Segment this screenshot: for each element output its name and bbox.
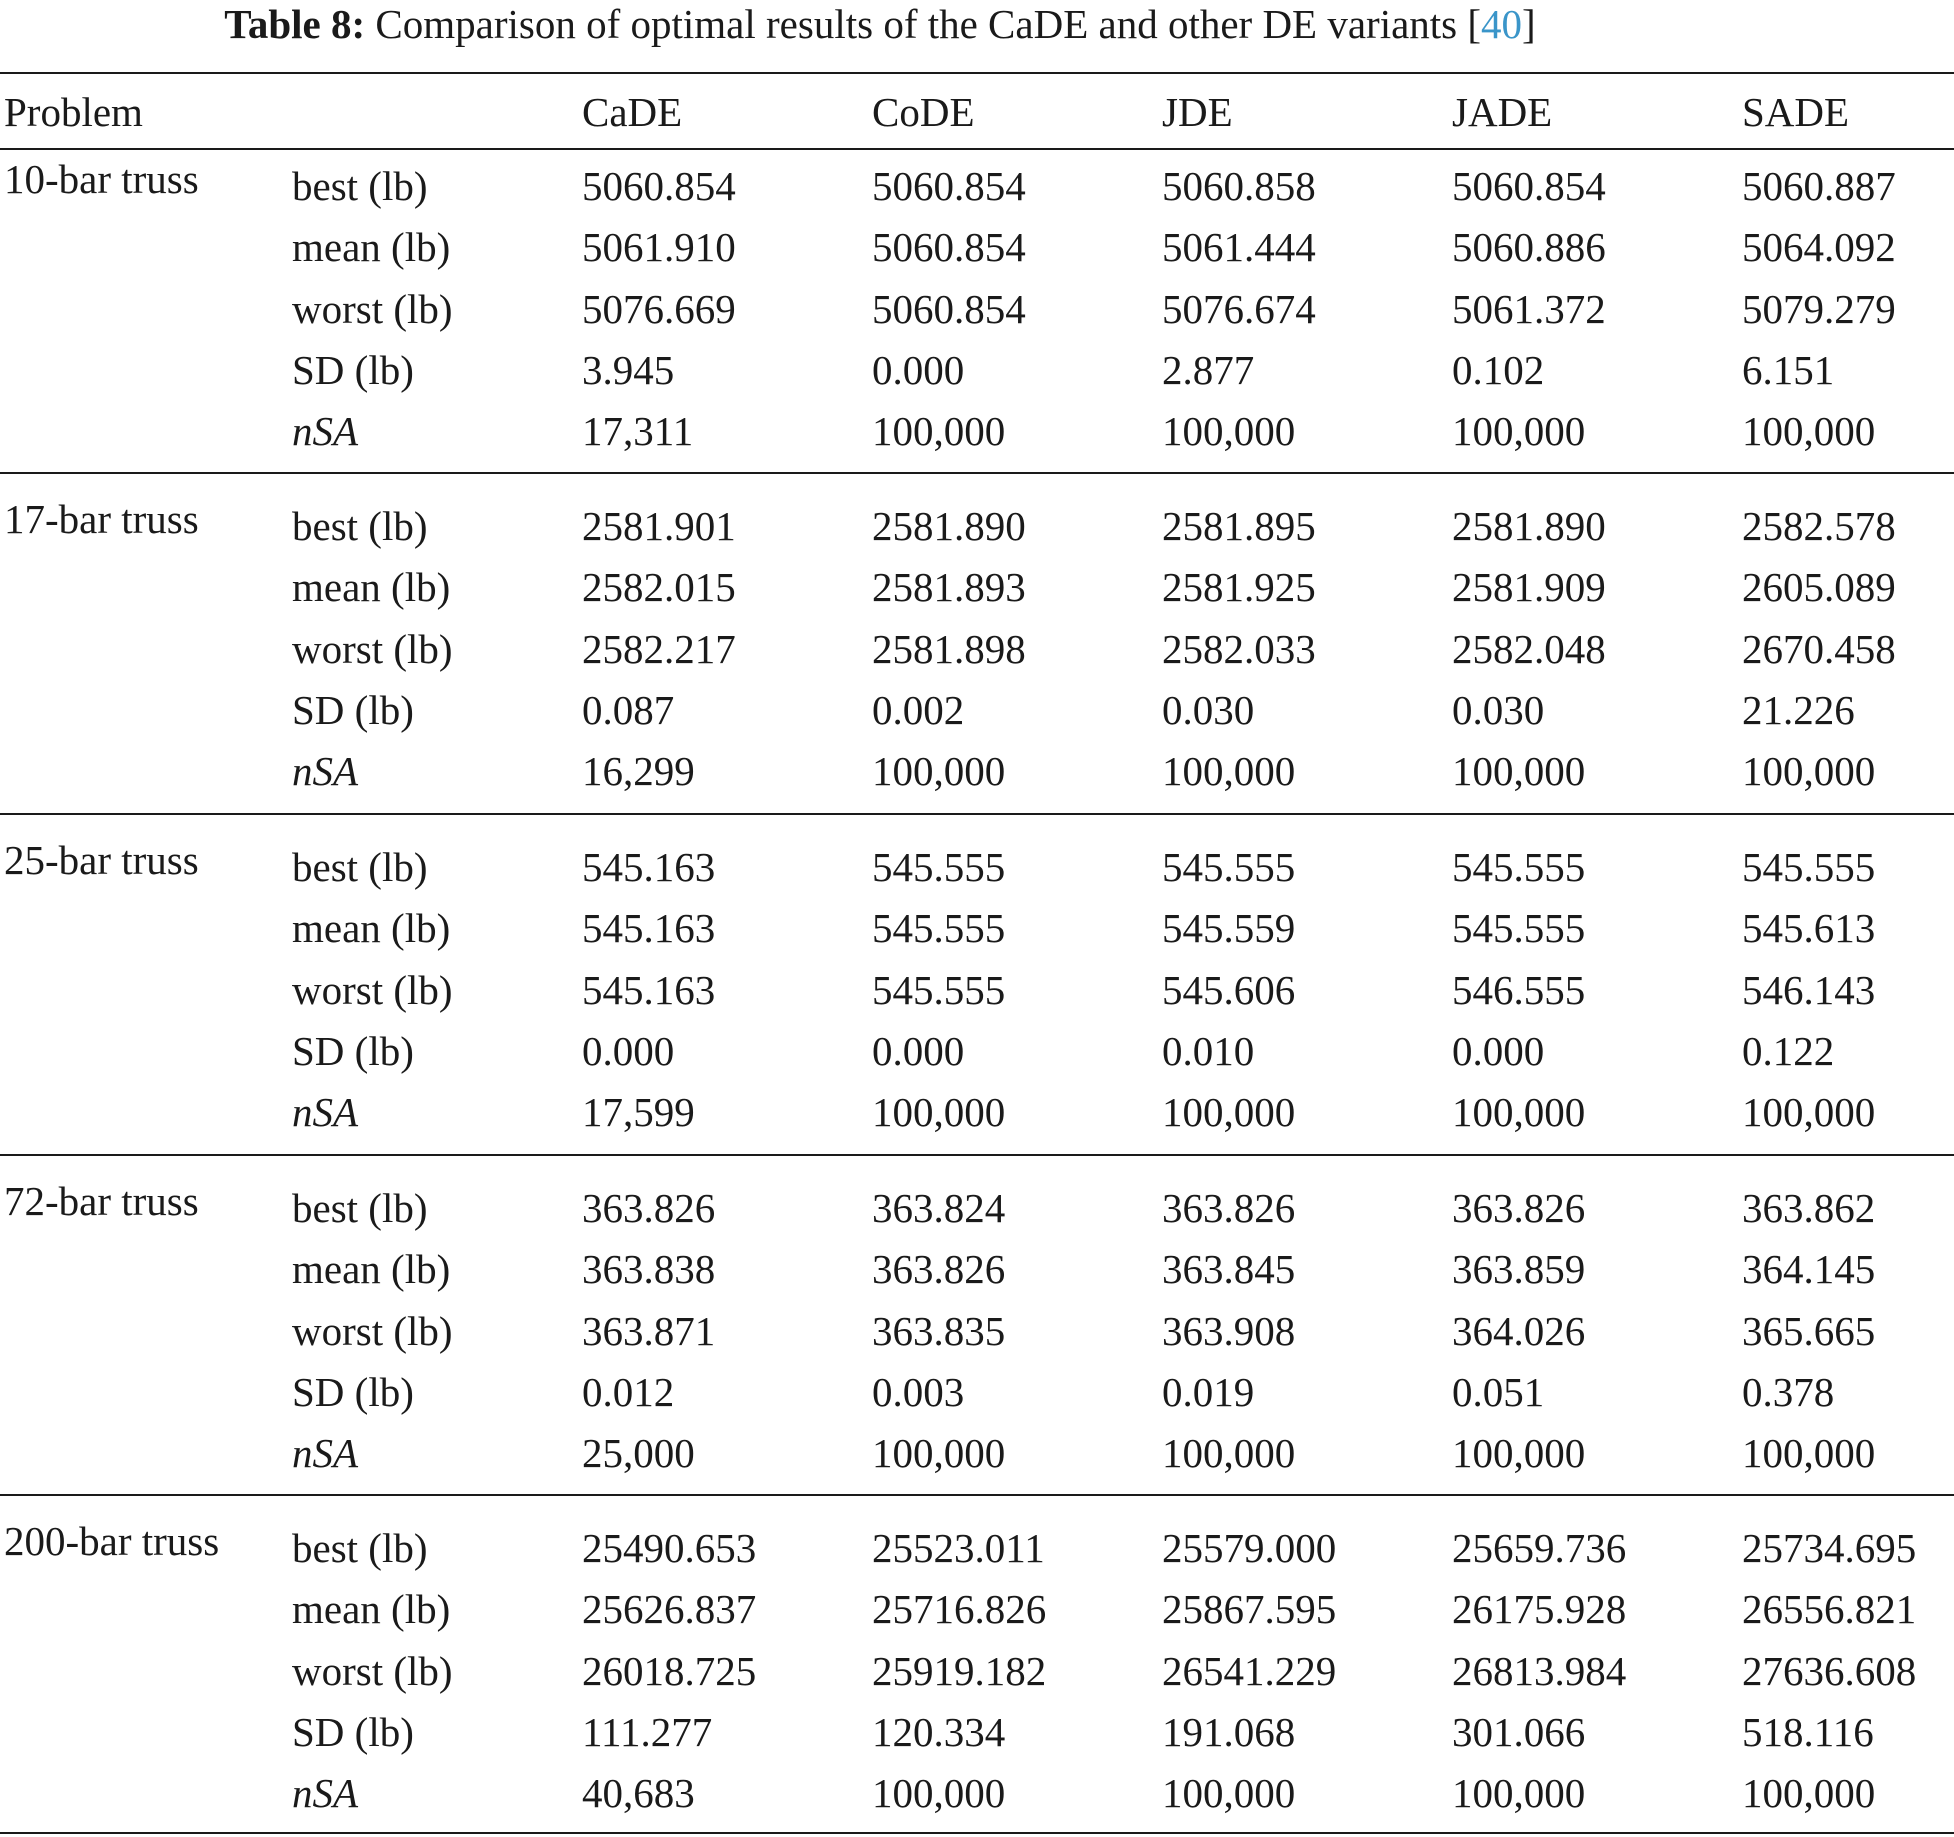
table-cell: 5060.858 bbox=[1162, 163, 1316, 209]
metric-label: worst (lb) bbox=[292, 1307, 453, 1354]
table-cell: 0.000 bbox=[582, 1027, 675, 1074]
table-cell: 0.030 bbox=[1452, 686, 1545, 733]
table-cell: 25626.837 bbox=[582, 1586, 757, 1633]
metric-label: nSA bbox=[292, 1770, 359, 1817]
bottom-rule bbox=[0, 1832, 1954, 1834]
table-cell: 5060.854 bbox=[582, 163, 736, 209]
table-cell: 25659.736 bbox=[1452, 1525, 1627, 1571]
caption-label: Table 8: bbox=[224, 1, 366, 47]
table-cell: 100,000 bbox=[872, 408, 1006, 455]
table-cell: 5064.092 bbox=[1742, 224, 1896, 271]
table-cell: 363.826 bbox=[1452, 1185, 1586, 1231]
table-cell: 2581.925 bbox=[1162, 564, 1316, 611]
table-cell: 363.826 bbox=[872, 1246, 1006, 1293]
metric-label: worst (lb) bbox=[292, 285, 453, 332]
table-cell: 2581.898 bbox=[872, 625, 1026, 672]
table-cell: 100,000 bbox=[1742, 1430, 1876, 1477]
table-cell: 5076.669 bbox=[582, 285, 736, 332]
table-cell: 2670.458 bbox=[1742, 625, 1896, 672]
table-cell: 26813.984 bbox=[1452, 1647, 1627, 1694]
table-header bbox=[0, 78, 1954, 148]
table-cell: 100,000 bbox=[1452, 408, 1586, 455]
metric-label: best (lb) bbox=[292, 1525, 428, 1571]
table-cell: 363.824 bbox=[872, 1185, 1006, 1231]
table-cell: 545.555 bbox=[872, 905, 1006, 952]
table-cell: 364.026 bbox=[1452, 1307, 1586, 1354]
table-cell: 545.555 bbox=[1162, 844, 1296, 890]
table-cell: 2582.033 bbox=[1162, 625, 1316, 672]
table-cell: 25523.011 bbox=[872, 1525, 1045, 1571]
group-separator-rule bbox=[0, 472, 1954, 474]
table-cell: 100,000 bbox=[1742, 1089, 1876, 1136]
table-cell: 518.116 bbox=[1742, 1708, 1874, 1755]
table-cell: 2605.089 bbox=[1742, 564, 1896, 611]
table-cell: 0.051 bbox=[1452, 1368, 1545, 1415]
table-cell: 100,000 bbox=[1452, 1770, 1586, 1817]
problem-label: 72-bar truss bbox=[4, 1178, 199, 1224]
header-rule bbox=[0, 148, 1954, 150]
citation-link[interactable]: 40 bbox=[1481, 1, 1523, 47]
table-cell: 25579.000 bbox=[1162, 1525, 1337, 1571]
metric-label: worst (lb) bbox=[292, 625, 453, 672]
table-cell: 5060.854 bbox=[1452, 163, 1606, 209]
table-cell: 546.555 bbox=[1452, 966, 1586, 1013]
table-cell: 0.002 bbox=[872, 686, 965, 733]
table-cell: 546.143 bbox=[1742, 966, 1876, 1013]
table-cell: 2582.217 bbox=[582, 625, 736, 672]
caption-text: Comparison of optimal results of the CaDE and other DE variants bbox=[375, 1, 1458, 47]
table-cell: 363.838 bbox=[582, 1246, 716, 1293]
table-cell: 545.606 bbox=[1162, 966, 1296, 1013]
table-cell: 364.145 bbox=[1742, 1246, 1876, 1293]
metric-label: nSA bbox=[292, 1430, 359, 1477]
table-cell: 5060.854 bbox=[872, 163, 1026, 209]
metric-label: best (lb) bbox=[292, 1185, 428, 1231]
table-cell: 2.877 bbox=[1162, 346, 1255, 393]
table-cell: 100,000 bbox=[1452, 748, 1586, 795]
table-cell: 25,000 bbox=[582, 1430, 695, 1477]
table-cell: 363.826 bbox=[1162, 1185, 1296, 1231]
table-cell: 0.122 bbox=[1742, 1027, 1835, 1074]
metric-label: worst (lb) bbox=[292, 966, 453, 1013]
group-separator-rule bbox=[0, 1494, 1954, 1496]
table-cell: 5060.854 bbox=[872, 285, 1026, 332]
top-rule bbox=[0, 72, 1954, 74]
column-header-problem: Problem bbox=[4, 89, 143, 135]
table-cell: 25867.595 bbox=[1162, 1586, 1337, 1633]
table-cell: 0.012 bbox=[582, 1368, 675, 1415]
table-cell: 5079.279 bbox=[1742, 285, 1896, 332]
table-cell: 100,000 bbox=[1452, 1430, 1586, 1477]
table-cell: 21.226 bbox=[1742, 686, 1855, 733]
table-cell: 545.555 bbox=[1452, 844, 1586, 890]
table-cell: 100,000 bbox=[1162, 408, 1296, 455]
table-cell: 545.555 bbox=[1452, 905, 1586, 952]
table-cell: 25734.695 bbox=[1742, 1525, 1917, 1571]
column-header-jde: JDE bbox=[1162, 89, 1233, 135]
problem-label: 25-bar truss bbox=[4, 837, 199, 883]
table-cell: 5076.674 bbox=[1162, 285, 1316, 332]
table-cell: 545.163 bbox=[582, 905, 716, 952]
table-cell: 100,000 bbox=[872, 1089, 1006, 1136]
table-cell: 5060.887 bbox=[1742, 163, 1896, 209]
metric-label: SD (lb) bbox=[292, 686, 414, 733]
table-cell: 100,000 bbox=[1742, 408, 1876, 455]
table-cell: 363.871 bbox=[582, 1307, 716, 1354]
caption-citation[interactable]: [40] bbox=[1467, 1, 1536, 47]
table-cell: 16,299 bbox=[582, 748, 695, 795]
table-cell: 545.163 bbox=[582, 844, 716, 890]
table-cell: 0.087 bbox=[582, 686, 675, 733]
table-cell: 545.559 bbox=[1162, 905, 1296, 952]
table-cell: 100,000 bbox=[1162, 1089, 1296, 1136]
table-cell: 5060.886 bbox=[1452, 224, 1606, 271]
metric-label: mean (lb) bbox=[292, 1586, 451, 1633]
table-cell: 0.003 bbox=[872, 1368, 965, 1415]
table-cell: 5061.444 bbox=[1162, 224, 1316, 271]
table-cell: 363.826 bbox=[582, 1185, 716, 1231]
table-cell: 2581.893 bbox=[872, 564, 1026, 611]
table-cell: 100,000 bbox=[1452, 1089, 1586, 1136]
metric-label: best (lb) bbox=[292, 844, 428, 890]
metric-label: mean (lb) bbox=[292, 1246, 451, 1293]
table-cell: 2582.048 bbox=[1452, 625, 1606, 672]
problem-label: 17-bar truss bbox=[4, 496, 199, 542]
table-cell: 111.277 bbox=[582, 1708, 713, 1755]
table-cell: 100,000 bbox=[1162, 748, 1296, 795]
table-cell: 27636.608 bbox=[1742, 1647, 1917, 1694]
table-cell: 26556.821 bbox=[1742, 1586, 1917, 1633]
table-cell: 365.665 bbox=[1742, 1307, 1876, 1354]
table-cell: 2582.015 bbox=[582, 564, 736, 611]
table-cell: 363.908 bbox=[1162, 1307, 1296, 1354]
table-cell: 545.613 bbox=[1742, 905, 1876, 952]
group-separator-rule bbox=[0, 1154, 1954, 1156]
table-cell: 2581.890 bbox=[872, 503, 1026, 549]
table-cell: 6.151 bbox=[1742, 346, 1835, 393]
table-cell: 3.945 bbox=[582, 346, 675, 393]
table-cell: 0.102 bbox=[1452, 346, 1545, 393]
metric-label: mean (lb) bbox=[292, 224, 451, 271]
table-cell: 2581.909 bbox=[1452, 564, 1606, 611]
table-cell: 100,000 bbox=[1742, 1770, 1876, 1817]
metric-label: SD (lb) bbox=[292, 346, 414, 393]
column-header-cade: CaDE bbox=[582, 89, 683, 135]
table-cell: 40,683 bbox=[582, 1770, 695, 1817]
table-cell: 26175.928 bbox=[1452, 1586, 1627, 1633]
metric-label: worst (lb) bbox=[292, 1647, 453, 1694]
table-cell: 17,311 bbox=[582, 408, 694, 455]
table-cell: 2581.895 bbox=[1162, 503, 1316, 549]
metric-label: nSA bbox=[292, 1089, 359, 1136]
metric-label: mean (lb) bbox=[292, 564, 451, 611]
table-cell: 545.555 bbox=[872, 966, 1006, 1013]
table-cell: 26018.725 bbox=[582, 1647, 757, 1694]
table-cell: 545.555 bbox=[1742, 844, 1876, 890]
table-cell: 17,599 bbox=[582, 1089, 695, 1136]
table-cell: 100,000 bbox=[1162, 1770, 1296, 1817]
table-cell: 100,000 bbox=[1742, 748, 1876, 795]
metric-label: SD (lb) bbox=[292, 1027, 414, 1074]
table-cell: 0.019 bbox=[1162, 1368, 1255, 1415]
table-cell: 5061.910 bbox=[582, 224, 736, 271]
table-cell: 0.030 bbox=[1162, 686, 1255, 733]
table-cell: 25919.182 bbox=[872, 1647, 1047, 1694]
table-cell: 191.068 bbox=[1162, 1708, 1296, 1755]
table-cell: 0.378 bbox=[1742, 1368, 1835, 1415]
table-cell: 363.859 bbox=[1452, 1246, 1586, 1293]
table-cell: 301.066 bbox=[1452, 1708, 1586, 1755]
metric-label: nSA bbox=[292, 748, 359, 795]
metric-label: best (lb) bbox=[292, 503, 428, 549]
table-cell: 25490.653 bbox=[582, 1525, 757, 1571]
table-cell: 0.000 bbox=[872, 1027, 965, 1074]
column-header-sade: SADE bbox=[1742, 89, 1850, 135]
table-cell: 100,000 bbox=[1162, 1430, 1296, 1477]
table-cell: 363.862 bbox=[1742, 1185, 1876, 1231]
table-cell: 363.835 bbox=[872, 1307, 1006, 1354]
table-cell: 2581.890 bbox=[1452, 503, 1606, 549]
table-cell: 0.000 bbox=[872, 346, 965, 393]
table-cell: 26541.229 bbox=[1162, 1647, 1337, 1694]
metric-label: SD (lb) bbox=[292, 1368, 414, 1415]
table-cell: 25716.826 bbox=[872, 1586, 1047, 1633]
table-cell: 5061.372 bbox=[1452, 285, 1606, 332]
table-cell: 120.334 bbox=[872, 1708, 1006, 1755]
column-header-jade: JADE bbox=[1452, 89, 1553, 135]
column-header-code: CoDE bbox=[872, 89, 975, 135]
group-separator-rule bbox=[0, 813, 1954, 815]
table-cell: 2582.578 bbox=[1742, 503, 1896, 549]
problem-label: 200-bar truss bbox=[4, 1518, 220, 1564]
metric-label: SD (lb) bbox=[292, 1708, 414, 1755]
table-cell: 100,000 bbox=[872, 748, 1006, 795]
table-cell: 545.163 bbox=[582, 966, 716, 1013]
metric-label: mean (lb) bbox=[292, 905, 451, 952]
problem-label: 10-bar truss bbox=[4, 156, 199, 202]
table-cell: 100,000 bbox=[872, 1770, 1006, 1817]
table-cell: 363.845 bbox=[1162, 1246, 1296, 1293]
table-cell: 0.000 bbox=[1452, 1027, 1545, 1074]
table-cell: 545.555 bbox=[872, 844, 1006, 890]
table-cell: 5060.854 bbox=[872, 224, 1026, 271]
table-caption bbox=[0, 0, 1760, 48]
table-cell: 100,000 bbox=[872, 1430, 1006, 1477]
metric-label: nSA bbox=[292, 408, 359, 455]
metric-label: best (lb) bbox=[292, 163, 428, 209]
table-cell: 0.010 bbox=[1162, 1027, 1255, 1074]
table-cell: 2581.901 bbox=[582, 503, 736, 549]
